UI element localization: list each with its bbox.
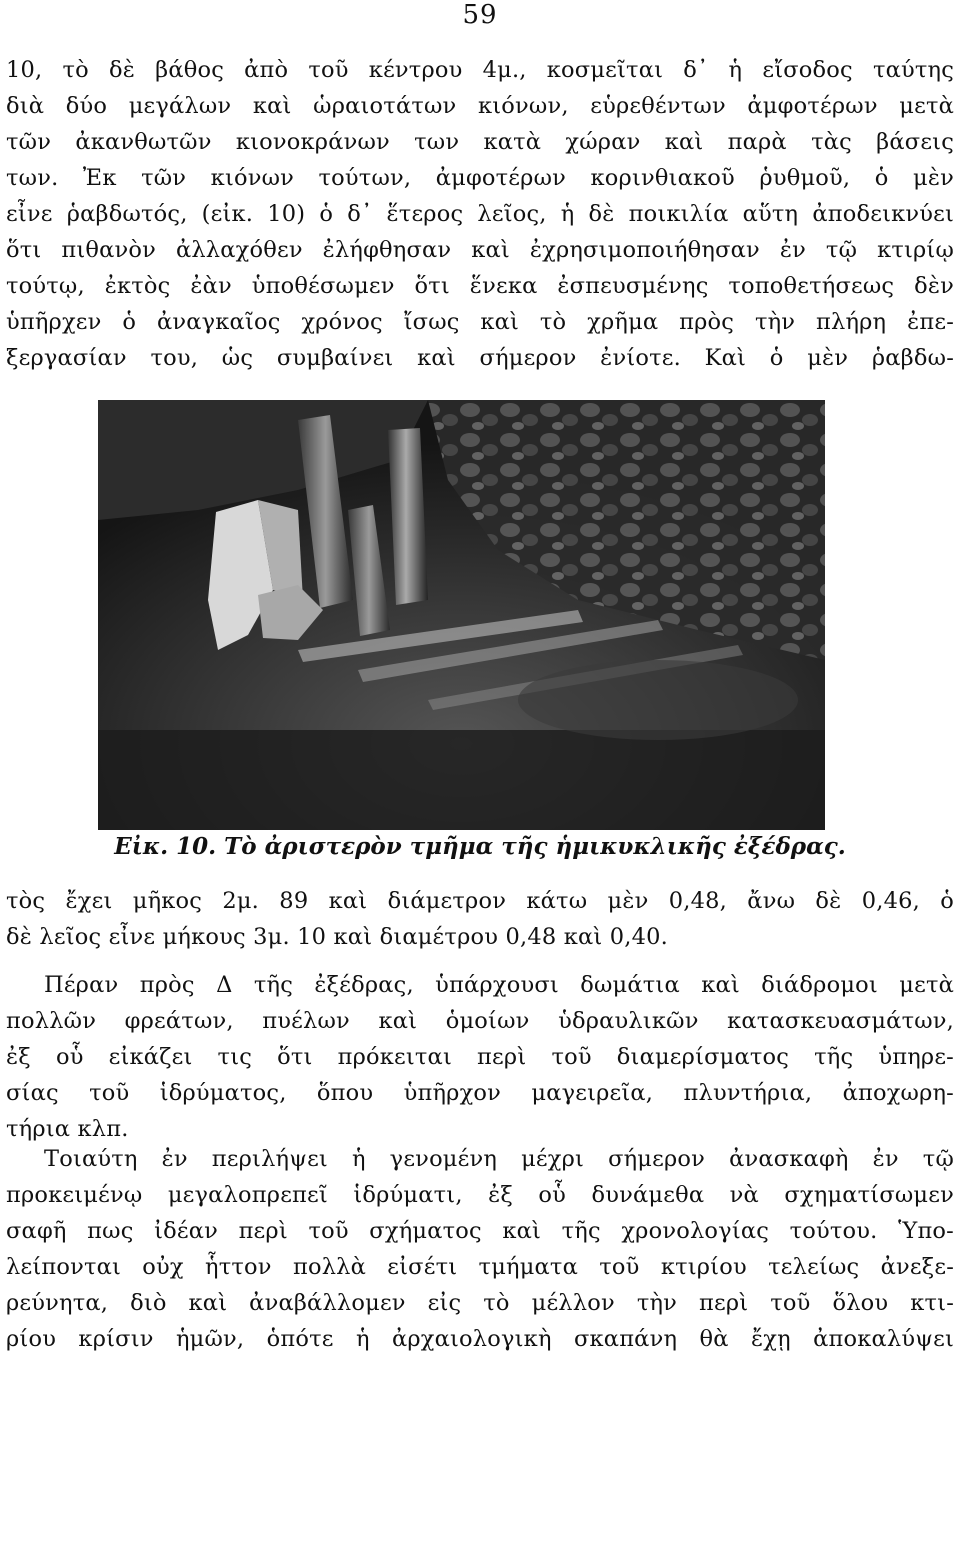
- text-line: των. Ἐκ τῶν κιόνων τούτων, ἀμφοτέρων κορινθιακοῦ ῥυθμοῦ, ὁ μὲν: [6, 165, 954, 191]
- paragraph-1: [0, 52, 960, 376]
- text-line: τὸς ἔχει μῆκος 2μ. 89 καὶ διάμετρον κάτω μὲν 0,48, ἄνω δὲ 0,46, ὁ: [6, 888, 954, 914]
- text-line: τούτῳ, ἐκτὸς ἐὰν ὑποθέσωμεν ὅτι ἕνεκα ἐσπευσμένης τοποθετήσεως δὲν: [6, 273, 954, 299]
- paragraph-3: [0, 967, 960, 1147]
- text-line: Τοιαύτη ἐν περιλήψει ἡ γενομένη μέχρι σήμερον ἀνασκαφὴ ἐν τῷ: [44, 1146, 954, 1172]
- text-line: δὲ λεῖος εἶνε μήκους 3μ. 10 καὶ διαμέτρου 0,48 καὶ 0,40.: [6, 924, 668, 950]
- text-line: τήρια κλπ.: [6, 1116, 129, 1142]
- paragraph-2: [0, 883, 960, 955]
- paragraph-4: [0, 1141, 960, 1357]
- text-line: ὑπῆρχεν ὁ ἀναγκαῖος χρόνος ἴσως καὶ τὸ χρῆμα πρὸς τὴν πλήρη ἐπε-: [6, 309, 954, 335]
- text-line: ὅτι πιθανὸν ἀλλαχόθεν ἐλήφθησαν καὶ ἐχρησιμοποιήθησαν ἐν τῷ κτιρίῳ: [6, 237, 954, 263]
- figure-caption: Εἰκ. 10. Τὸ ἀριστερὸν τμῆμα τῆς ἡμικυκλικῆς ἐξέδρας.: [114, 833, 846, 860]
- text-line: εἶνε ῥαβδωτός, (εἰκ. 10) ὁ δ᾽ ἕτερος λεῖος, ἡ δὲ ποικιλία αὕτη ἀποδεικνύει: [6, 201, 954, 227]
- text-line: διὰ δύο μεγάλων καὶ ὡραιοτάτων κιόνων, εὑρεθέντων ἀμφοτέρων μετὰ: [6, 93, 954, 119]
- text-line: σίας τοῦ ἱδρύματος, ὅπου ὑπῆρχον μαγειρεῖα, πλυντήρια, ἀποχωρη-: [6, 1080, 954, 1106]
- text-line: σαφῆ πως ἰδέαν περὶ τοῦ σχήματος καὶ τῆς χρονολογίας τούτου. Ὑπο-: [6, 1218, 954, 1244]
- text-line: πολλῶν φρεάτων, πυέλων καὶ ὁμοίων ὑδραυλικῶν κατασκευασμάτων,: [6, 1008, 954, 1034]
- text-line: ρεύνητα, διὸ καὶ ἀναβάλλομεν εἰς τὸ μέλλον τὴν περὶ τοῦ ὅλου κτι-: [6, 1290, 954, 1316]
- text-line: τῶν ἀκανθωτῶν κιονοκράνων των κατὰ χώραν καὶ παρὰ τὰς βάσεις: [6, 129, 954, 155]
- page-number: 59: [462, 0, 498, 30]
- text-line: 10, τὸ δὲ βάθος ἀπὸ τοῦ κέντρου 4μ., κοσμεῖται δ᾽ ἡ εἴσοδος ταύτης: [6, 57, 954, 83]
- text-line: Πέραν πρὸς Δ τῆς ἐξέδρας, ὑπάρχουσι δωμάτια καὶ διάδρομοι μετὰ: [44, 972, 954, 998]
- text-line: ἐξ οὗ εἰκάζει τις ὅτι πρόκειται περὶ τοῦ διαμερίσματος τῆς ὑπηρε-: [6, 1044, 954, 1070]
- text-line: λείπονται οὐχ ἧττον πολλὰ εἰσέτι τμήματα τοῦ κτιρίου τελείως ἀνεξε-: [6, 1254, 954, 1280]
- text-line: προκειμένῳ μεγαλοπρεπεῖ ἱδρύματι, ἐξ οὗ δυνάμεθα νὰ σχηματίσωμεν: [6, 1182, 954, 1208]
- text-line: ξεργασίαν του, ὡς συμβαίνει καὶ σήμερον ἐνίοτε. Καὶ ὁ μὲν ῥαβδω-: [6, 345, 954, 371]
- text-line: ρίου κρίσιν ἡμῶν, ὁπότε ἡ ἀρχαιολογικὴ σκαπάνη θὰ ἔχῃ ἀποκαλύψει: [6, 1326, 954, 1352]
- excavation-photo: [98, 400, 825, 830]
